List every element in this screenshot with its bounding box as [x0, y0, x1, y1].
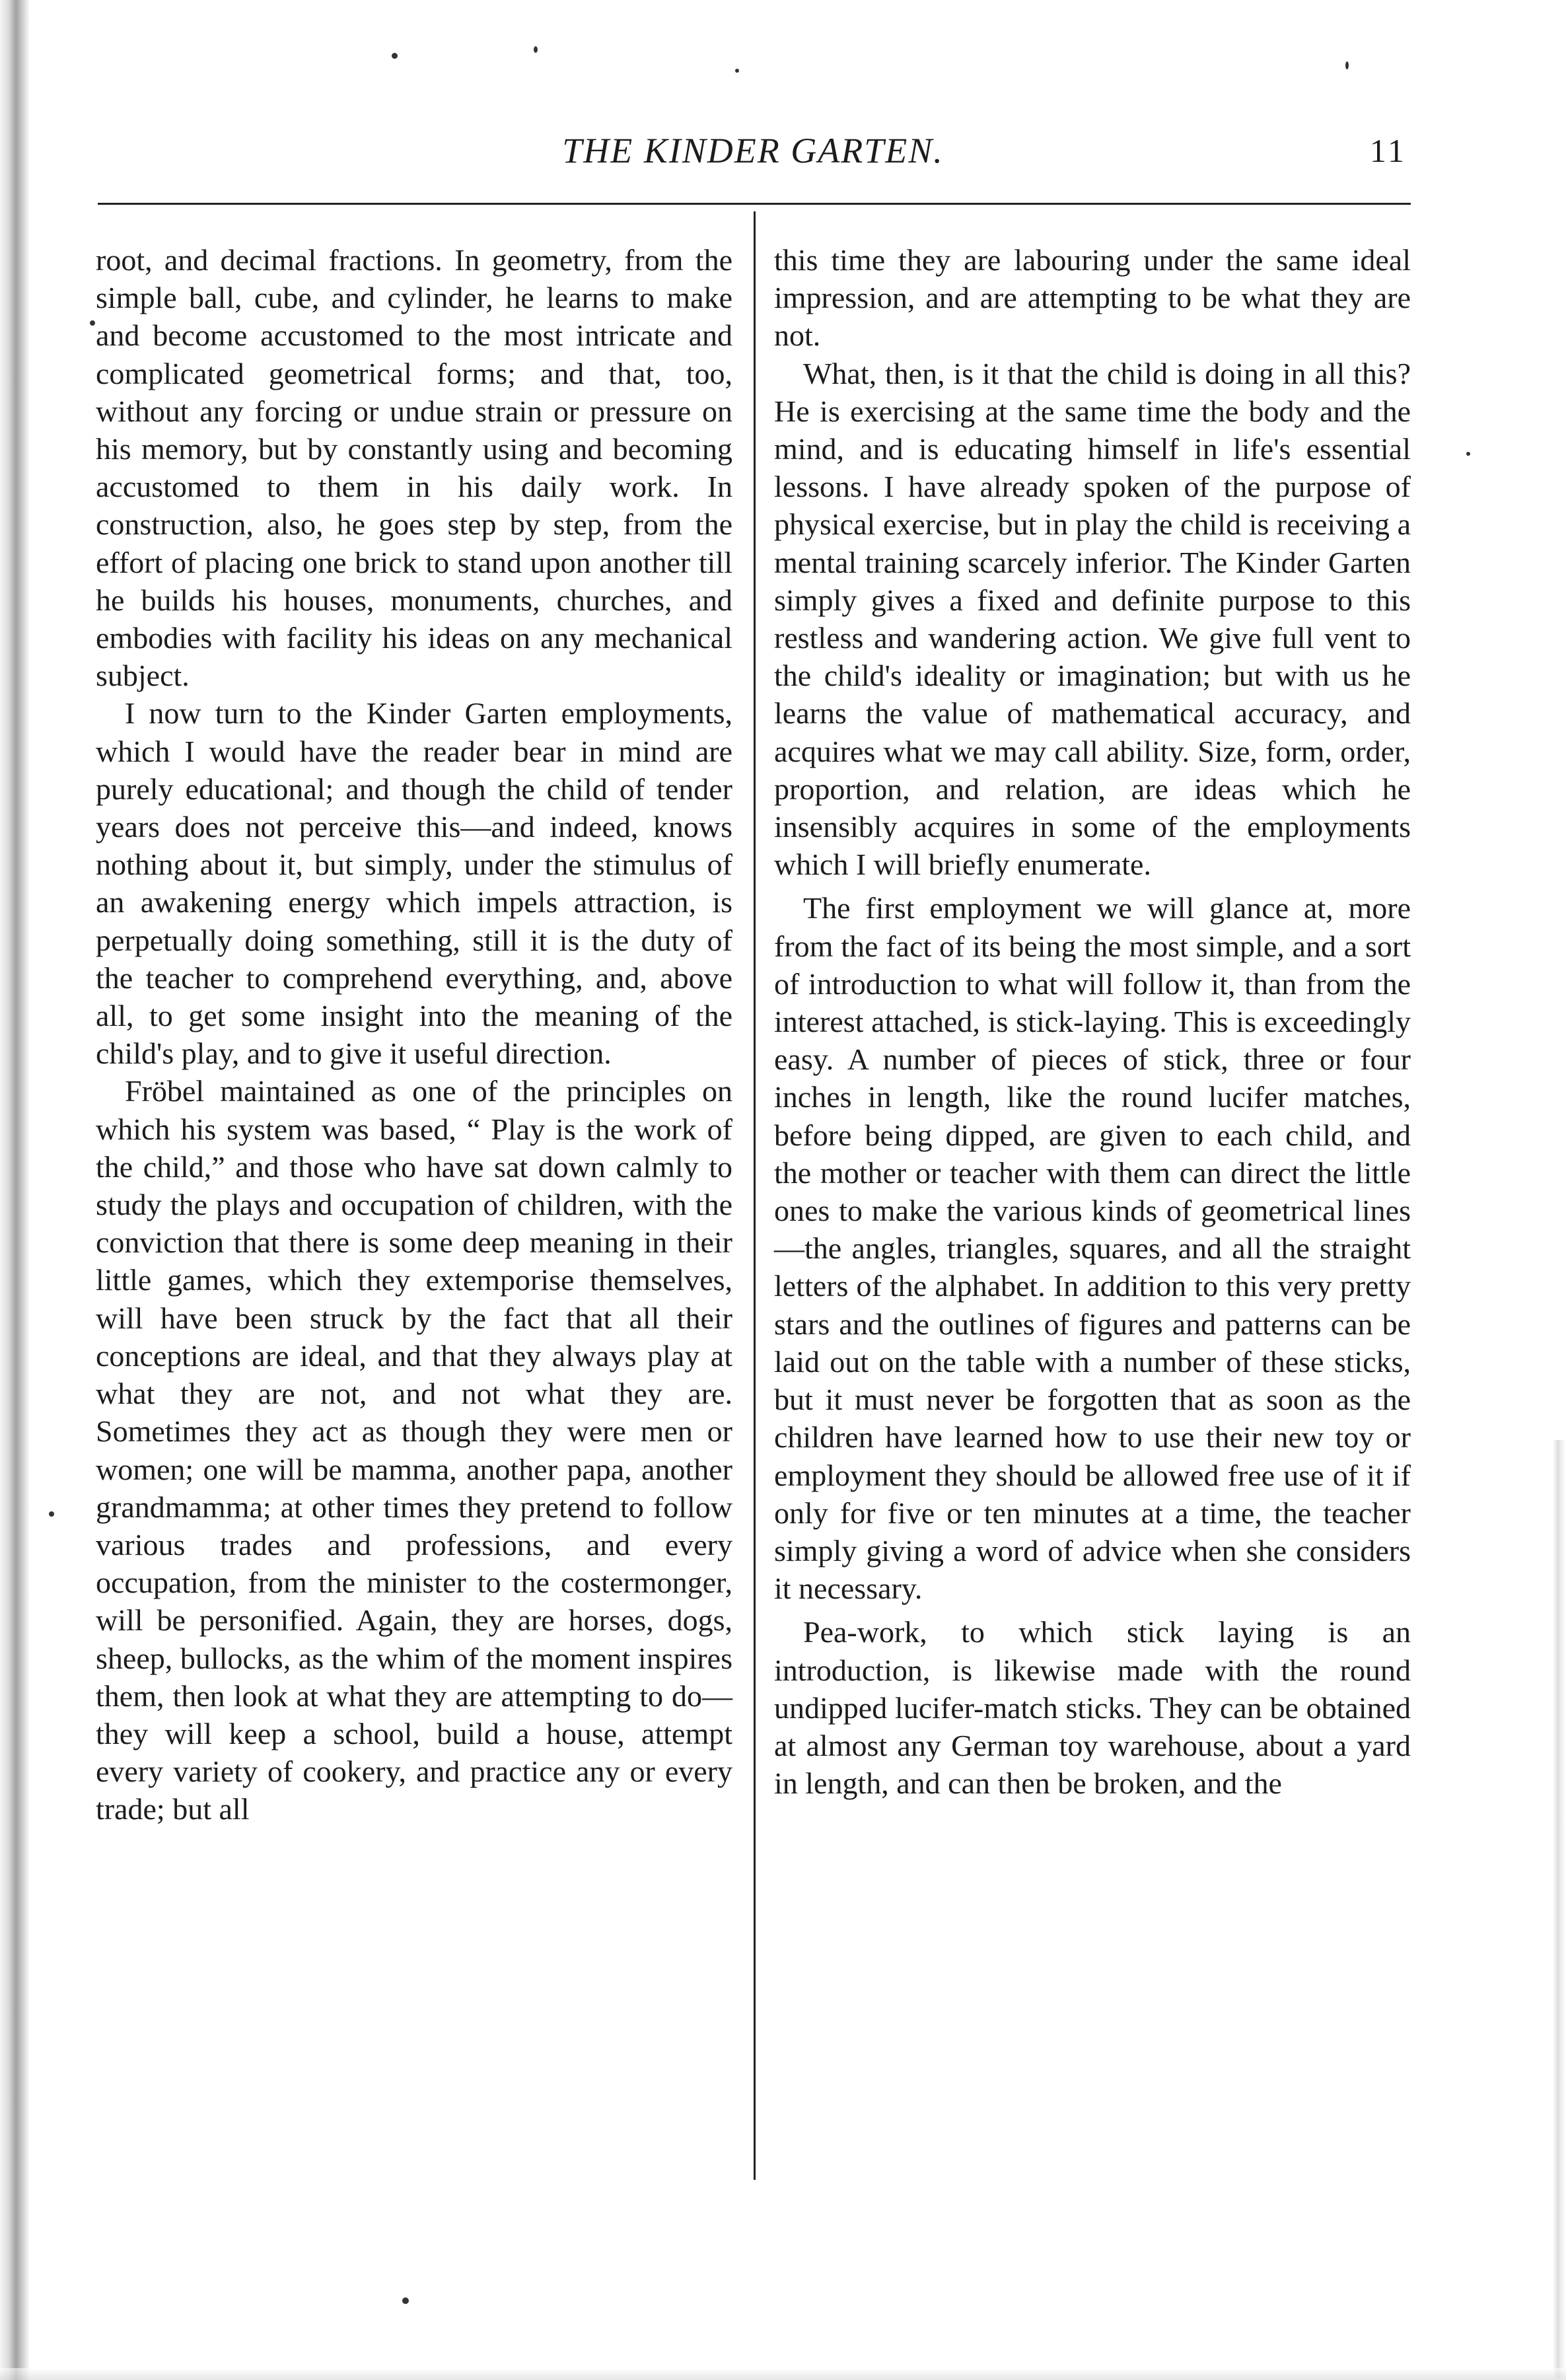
column-divider: [754, 211, 756, 2180]
print-speck: [90, 320, 95, 326]
page-number: 11: [1369, 132, 1407, 169]
paragraph: What, then, is it that the child is doing in all this? He is exercising at the same time the body and the mind, and is educating himself in life's essential lessons. I have already spoken of the purpose of physical exercise, but in play the child is receiving a mental training scarcely inferior. The Kinder Garten simply gives a fixed and definite purpose to this restless and wandering action. We give full vent to the child's ideality or imagination; but with us he learns the value of mathematical accuracy, and acquires what we may call ability. Size, form, order, proportion, and relation, are ideas which he insensibly acquires in some of the employments which I will briefly enumerate.: [774, 356, 1411, 882]
paragraph: I now turn to the Kinder Garten employments, which I would have the reader bear in mind are purely educational; and though the child of tender years does not perceive this—and indeed, knows nothing about it, but simply, under the stimulus of an awakening energy which impels attraction, is perpetually doing something, still it is the duty of the teacher to comprehend everything, and, above all, to get some insight into the meaning of the child's play, and to give it useful direction.: [96, 696, 732, 1071]
print-speck: [1345, 61, 1349, 69]
print-speck: [1466, 452, 1470, 456]
print-speck: [534, 46, 538, 53]
left-column: [96, 241, 732, 1828]
header-rule: [98, 203, 1411, 205]
print-speck: [49, 1511, 54, 1517]
print-speck: [402, 2297, 409, 2304]
right-column: [774, 241, 1411, 1802]
print-speck: [392, 53, 398, 59]
print-speck: [735, 69, 739, 73]
running-head: [99, 124, 1407, 177]
paragraph: The first employment we will glance at, more from the fact of its being the most simple, and a sort of introduction to what will follow it, than from the interest attached, is stick-laying. This is exceedingly easy. A number of pieces of stick, three or four inches in length, like the round lucifer matches, before being dipped, are given to each child, and the mother or teacher with them can direct the little ones to make the various kinds of geometrical lines—the angles, triangles, squares, and all the straight letters of the alphabet. In addition to this very pretty stars and the outlines of figures and patterns can be laid out on the table with a number of these sticks, but it must never be forgotten that as soon as the children have learned how to use their new toy or employment they should be allowed free use of it if only for five or ten minutes at a time, the teacher simply giving a word of advice when she considers it necessary.: [774, 891, 1411, 1606]
page-edge-shadow: [1553, 1440, 1566, 2378]
running-title: THE KINDER GARTEN.: [562, 131, 944, 170]
paragraph: this time they are labouring under the same ideal impression, and are attempting to be what they are not.: [774, 243, 1411, 353]
paragraph: Pea-work, to which stick laying is an introduction, is likewise made with the round undipped lucifer-match sticks. They can be obtained at almost any German toy warehouse, about a yard in length, and can then be broken, and the: [774, 1615, 1411, 1801]
bottom-edge-shadow: [0, 2368, 1566, 2380]
binding-edge: [0, 0, 29, 2380]
paragraph: root, and decimal fractions. In geometry, from the simple ball, cube, and cylinder, he learns to make and become accustomed to the most intricate and complicated geometrical forms; and that, too, without any forcing or undue strain or pressure on his memory, but by constantly using and becoming accustomed to them in his daily work. In construction, also, he goes step by step, from the effort of placing one brick to stand upon another till he builds his houses, monuments, churches, and embodies with facility his ideas on any mechanical subject.: [96, 243, 732, 693]
paragraph: Fröbel maintained as one of the principles on which his system was based, “ Play is the work of the child,” and those who have sat down calmly to study the plays and occupation of children, with the conviction that there is some deep meaning in their little games, which they extemporise themselves, will have been struck by the fact that all their conceptions are ideal, and that they always play at what they are not, and not what they are. Sometimes they act as though they were men or women; one will be mamma, another papa, another grandmamma; at other times they pretend to follow various trades and professions, and every occupation, from the minister to the costermonger, will be personified. Again, they are horses, dogs, sheep, bullocks, as the whim of the moment inspires them, then look at what they are attempting to do—they will keep a school, build a house, attempt every variety of cookery, and practice any or every trade; but all: [96, 1074, 732, 1826]
